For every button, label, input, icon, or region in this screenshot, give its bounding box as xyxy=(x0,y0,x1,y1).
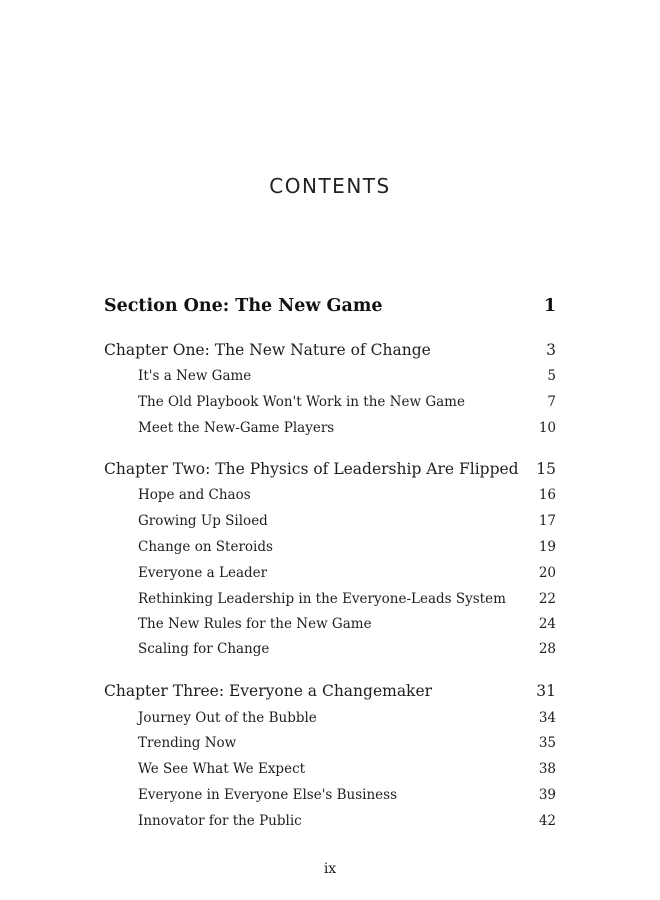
subentry-page-number: 10 xyxy=(538,420,556,436)
toc-subentry xyxy=(138,616,556,640)
toc-subentry xyxy=(138,591,556,615)
toc-subentry xyxy=(138,641,556,665)
chapter-page-number: 31 xyxy=(536,682,556,700)
toc-subentry xyxy=(138,761,556,785)
subentry-title: Meet the New-Game Players xyxy=(138,420,335,436)
subentry-title: Everyone a Leader xyxy=(138,565,268,581)
subentry-title: Scaling for Change xyxy=(138,641,270,657)
chapter-page-number: 15 xyxy=(536,460,556,478)
subentry-title: Hope and Chaos xyxy=(138,487,251,503)
subentry-page-number: 19 xyxy=(538,539,556,555)
subentry-page-number: 42 xyxy=(538,813,556,829)
subentry-page-number: 16 xyxy=(538,487,556,503)
toc-subentry xyxy=(138,735,556,759)
subentry-title: Change on Steroids xyxy=(138,539,273,555)
toc-chapter-three xyxy=(104,682,556,706)
subentry-title: We See What We Expect xyxy=(138,761,306,777)
subentry-title: Innovator for the Public xyxy=(138,813,302,829)
subentry-title: Rethinking Leadership in the Everyone-Leads System xyxy=(138,591,506,607)
subentry-page-number: 38 xyxy=(538,761,556,777)
subentry-page-number: 24 xyxy=(538,616,556,632)
subentry-page-number: 5 xyxy=(547,368,556,384)
subentry-page-number: 39 xyxy=(538,787,556,803)
page-title: CONTENTS xyxy=(269,174,391,198)
subentry-page-number: 22 xyxy=(538,591,556,607)
toc-section-one xyxy=(104,296,556,320)
subentry-page-number: 35 xyxy=(538,735,556,751)
subentry-page-number: 34 xyxy=(538,710,556,726)
subentry-page-number: 20 xyxy=(538,565,556,581)
toc-subentry xyxy=(138,565,556,589)
subentry-page-number: 17 xyxy=(538,513,556,529)
toc-chapter-one xyxy=(104,341,556,365)
toc-subentry xyxy=(138,394,556,418)
toc-subentry xyxy=(138,513,556,537)
subentry-page-number: 28 xyxy=(538,641,556,657)
subentry-title: Growing Up Siloed xyxy=(138,513,268,529)
page-folio: ix xyxy=(323,861,337,877)
section-title: Section One: The New Game xyxy=(104,296,383,316)
subentry-title: The New Rules for the New Game xyxy=(138,616,372,632)
toc-chapter-two xyxy=(104,460,556,484)
subentry-title: Journey Out of the Bubble xyxy=(138,710,317,726)
subentry-page-number: 7 xyxy=(547,394,556,410)
section-page-number: 1 xyxy=(543,296,556,316)
toc-subentry xyxy=(138,813,556,837)
toc-subentry xyxy=(138,487,556,511)
subentry-title: The Old Playbook Won't Work in the New Game xyxy=(138,394,465,410)
subentry-title: Trending Now xyxy=(138,735,237,751)
chapter-title: Chapter Three: Everyone a Changemaker xyxy=(104,682,433,700)
toc-subentry xyxy=(138,539,556,563)
chapter-title: Chapter Two: The Physics of Leadership Are Flipped xyxy=(104,460,519,478)
toc-subentry xyxy=(138,420,556,444)
chapter-title: Chapter One: The New Nature of Change xyxy=(104,341,431,359)
toc-subentry xyxy=(138,710,556,734)
toc-subentry xyxy=(138,787,556,811)
toc-subentry xyxy=(138,368,556,392)
subentry-title: Everyone in Everyone Else's Business xyxy=(138,787,398,803)
chapter-page-number: 3 xyxy=(546,341,556,359)
subentry-title: It's a New Game xyxy=(138,368,252,384)
